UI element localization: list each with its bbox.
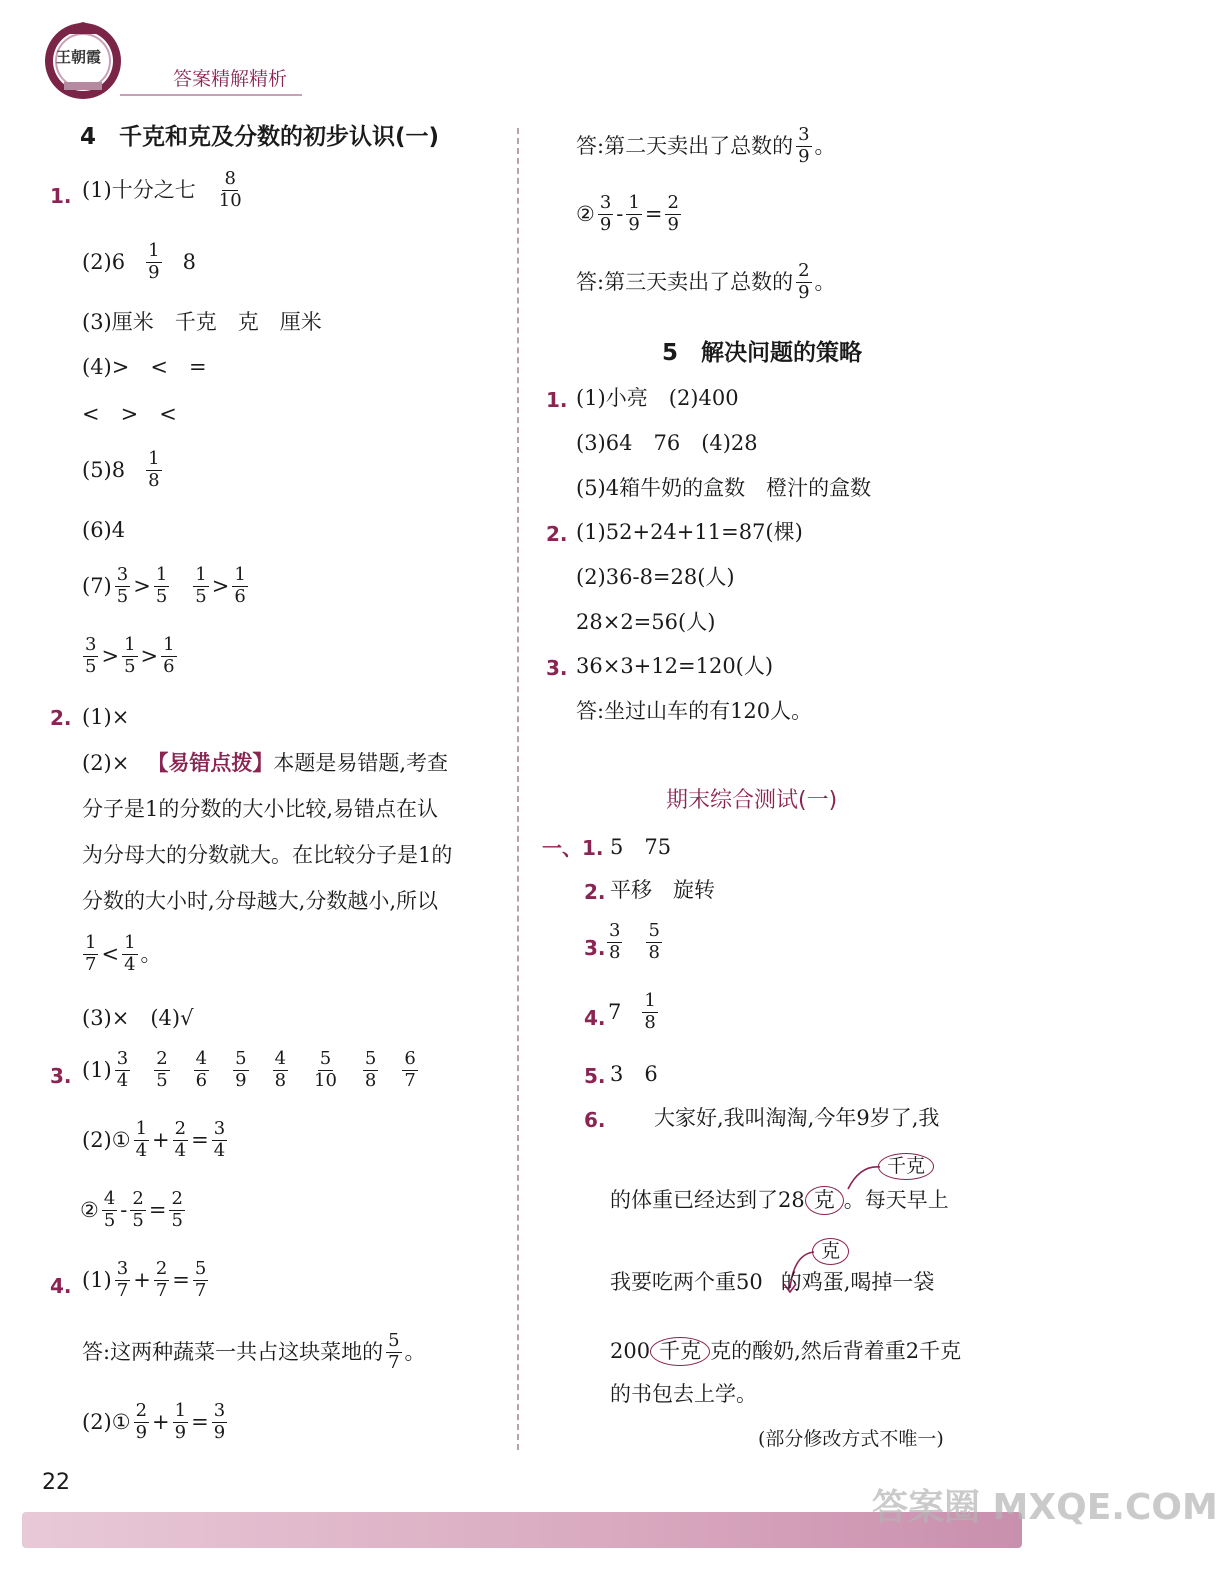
s3-line: 答:坐过山车的有120人。	[576, 699, 813, 723]
q2-part1: (1)×	[82, 705, 130, 729]
header-title: 答案精解精析	[173, 68, 288, 90]
q4-answer: 答:这两种蔬菜一共占这块菜地的 $\frac{5}{7}$ 。	[82, 1330, 426, 1373]
answer-day2: 答:第二天卖出了总数的 $\frac{3}{9}$ 。	[576, 124, 836, 167]
q1-part5: (5)8 $\frac{1}{8}$	[82, 448, 160, 491]
q2-part34: (3)× (4)√	[82, 1006, 194, 1030]
s1-line: (1)小亮 (2)400	[576, 386, 739, 410]
fraction: $\frac{8}{10}$	[218, 168, 242, 211]
logo-text: 王朝霞	[56, 48, 102, 66]
question-number: 2.	[584, 880, 606, 904]
s3-line: 36×3+12=120(人)	[576, 654, 774, 678]
s2-line: 28×2=56(人)	[576, 610, 716, 634]
s1-line: (5)4箱牛奶的盒数 橙汁的盒数	[576, 476, 872, 500]
q1-part1: (1)十分之七 $\frac{8}{10}$	[82, 168, 242, 211]
t6-line: 我要吃两个重50 的鸡蛋,喝掉一袋	[610, 1270, 935, 1294]
question-number: 4.	[584, 1006, 606, 1030]
answer-day3: 答:第三天卖出了总数的 $\frac{2}{9}$ 。	[576, 260, 836, 303]
q1-part2: (2)6 $\frac{1}{9}$ 8	[82, 240, 196, 283]
q2-conclusion: $\frac{1}{7}$ < $\frac{1}{4}$ 。	[85, 932, 162, 975]
question-number: 5.	[584, 1064, 606, 1088]
q1-part6: (6)4	[82, 518, 126, 542]
watermark: 答案圈 MXQE.COM	[872, 1487, 1218, 1528]
t6-note: (部分修改方式不唯一)	[758, 1428, 944, 1450]
question-number: 6.	[584, 1108, 606, 1132]
q3-part2: (2)① $\frac{1}{4}$ + $\frac{2}{4}$ = $\frac{3}{4}$	[82, 1118, 226, 1161]
question-number: 1.	[546, 388, 568, 412]
fraction: $\frac{1}{8}$	[148, 448, 160, 491]
q2-text-line: 分子是1的分数的大小比较,易错点在认	[82, 797, 439, 821]
q2-text-line: 分数的大小时,分母越大,分数越小,所以	[82, 889, 439, 913]
q4-part2: (2)① $\frac{2}{9}$ + $\frac{1}{9}$ = $\frac{3}{9}$	[82, 1400, 226, 1443]
question-number: 2.	[546, 522, 568, 546]
page-number: 22	[42, 1470, 70, 1495]
q2-text-line: 为分母大的分数就大。在比较分子是1的	[82, 843, 453, 867]
question-number: 1.	[50, 184, 72, 208]
correction-mark: 千克	[878, 1153, 934, 1180]
q3-part1: (1) $\frac{3}{4}$ $\frac{2}{5}$ $\frac{4}{6}$ $\frac{5}{9}$ $\frac{4}{8}$ $\frac{5}{10}$ $\frac{5}{8}$ $\frac{6}{7}$	[82, 1048, 416, 1091]
t6-line: 200 千克 克的酸奶,然后背着重2千克	[610, 1337, 961, 1366]
s2-line: (1)52+24+11=87(棵)	[576, 520, 803, 544]
question-number: 一、1.	[542, 836, 604, 860]
s2-line: (2)36-8=28(人)	[576, 565, 735, 589]
equation: ② $\frac{3}{9}$ - $\frac{1}{9}$ = $\frac{2}{9}$	[576, 192, 679, 235]
q2-part2: (2)× 【易错点拨】本题是易错题,考查	[82, 751, 449, 775]
tip-label: 【易错点拨】	[147, 751, 274, 775]
section-title-5: 5 解决问题的策略	[662, 340, 863, 366]
q4-part1: (1) $\frac{3}{7}$ + $\frac{2}{7}$ = $\frac{5}{7}$	[82, 1258, 207, 1301]
question-number: 3.	[50, 1064, 72, 1088]
q1-part7: (7) $\frac{3}{5}$ > $\frac{1}{5}$ $\frac{1}{5}$ > $\frac{1}{6}$	[82, 564, 246, 607]
q1-part4a: (4)> < =	[82, 355, 207, 379]
question-number: 3.	[546, 656, 568, 680]
q1-part3: (3)厘米 千克 克 厘米	[82, 310, 322, 334]
q1-part4b: < > <	[82, 402, 177, 426]
s1-line: (3)64 76 (4)28	[576, 431, 758, 455]
section-title-4: 4 千克和克及分数的初步认识(一)	[80, 124, 440, 150]
t6-line: 大家好,我叫淘淘,今年9岁了,我	[654, 1106, 940, 1130]
correction-mark: 克	[812, 1238, 849, 1265]
t4-answer: 7 $\frac{1}{8}$	[608, 990, 656, 1033]
t5-answer: 3 6	[610, 1062, 658, 1086]
t3-answer: $\frac{3}{8}$ $\frac{5}{8}$	[609, 920, 660, 963]
column-divider	[517, 128, 519, 1450]
fraction: $\frac{1}{9}$	[148, 240, 160, 283]
q3-part2b: ② $\frac{4}{5}$ - $\frac{2}{5}$ = $\frac{2}{5}$	[80, 1188, 183, 1231]
q1-part7b: $\frac{3}{5}$ > $\frac{1}{5}$ > $\frac{1}{6}$	[85, 634, 175, 677]
t1-answer: 5 75	[610, 835, 672, 859]
header-rule	[120, 94, 302, 96]
t2-answer: 平移 旋转	[610, 878, 715, 902]
question-number: 2.	[50, 706, 72, 730]
t6-line: 的书包去上学。	[610, 1382, 757, 1406]
test-title: 期末综合测试(一)	[666, 788, 838, 813]
t6-line: 的体重已经达到了28 克 。每天早上	[610, 1186, 949, 1215]
question-number: 3.	[584, 936, 606, 960]
question-number: 4.	[50, 1274, 72, 1298]
